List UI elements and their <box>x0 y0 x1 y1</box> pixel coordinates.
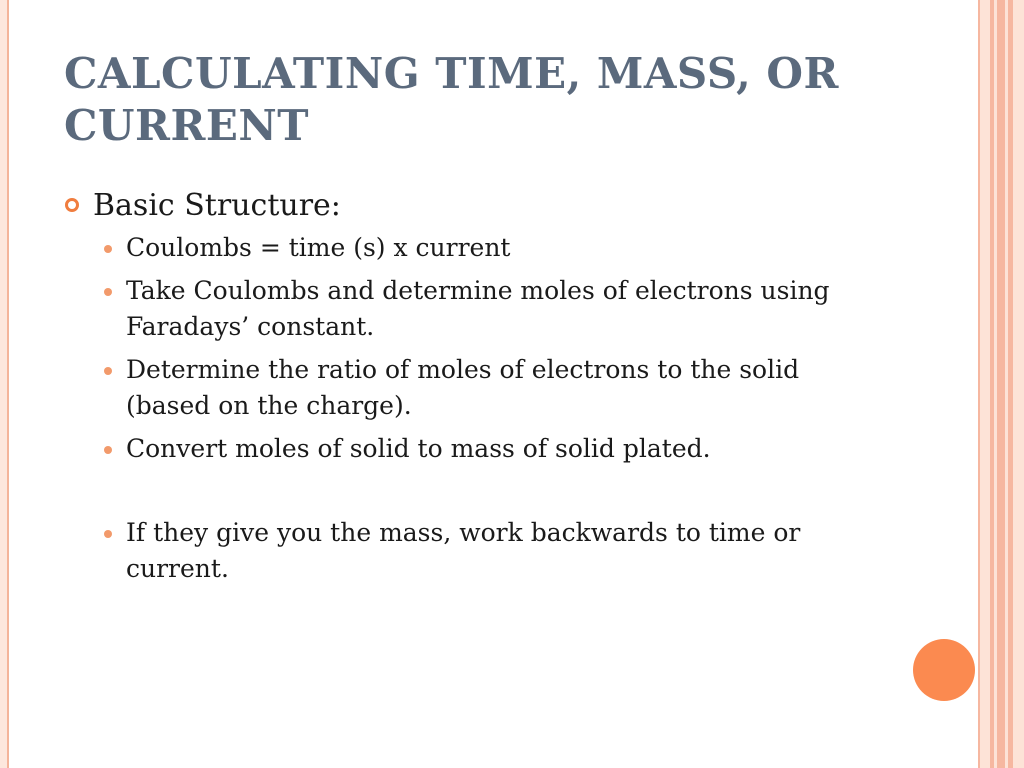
stripe <box>997 0 1005 768</box>
list-item <box>104 230 884 266</box>
ring-bullet-icon <box>65 198 79 212</box>
sub-bullet-list <box>64 230 884 587</box>
main-bullet-text: Basic Structure: <box>93 188 341 223</box>
list-item <box>104 352 884 424</box>
slide-title: CALCULATING TIME, MASS, OR CURRENT <box>64 49 839 150</box>
right-decorative-stripes <box>978 0 1024 768</box>
list-item <box>104 515 884 587</box>
sub-bullet-text: Determine the ratio of moles of electrons to the solid (based on the charge). <box>126 355 800 420</box>
sub-bullet-text: Convert moles of solid to mass of solid plated. <box>126 434 711 463</box>
dot-bullet-icon <box>104 245 112 253</box>
dot-bullet-icon <box>104 530 112 538</box>
stripe <box>1013 0 1024 768</box>
dot-bullet-icon <box>104 367 112 375</box>
slide-content <box>64 186 884 594</box>
list-item <box>104 431 884 467</box>
sub-bullet-text: If they give you the mass, work backwards to time or current. <box>126 518 801 583</box>
sub-bullet-text: Take Coulombs and determine moles of electrons using Faradays’ constant. <box>126 276 830 341</box>
list-item <box>104 273 884 345</box>
decorative-orange-circle <box>913 639 975 701</box>
dot-bullet-icon <box>104 288 112 296</box>
left-border-stripe <box>0 0 9 768</box>
dot-bullet-icon <box>104 446 112 454</box>
main-bullet <box>64 186 884 226</box>
stripe <box>980 0 990 768</box>
sub-bullet-text: Coulombs = time (s) x current <box>126 233 511 262</box>
